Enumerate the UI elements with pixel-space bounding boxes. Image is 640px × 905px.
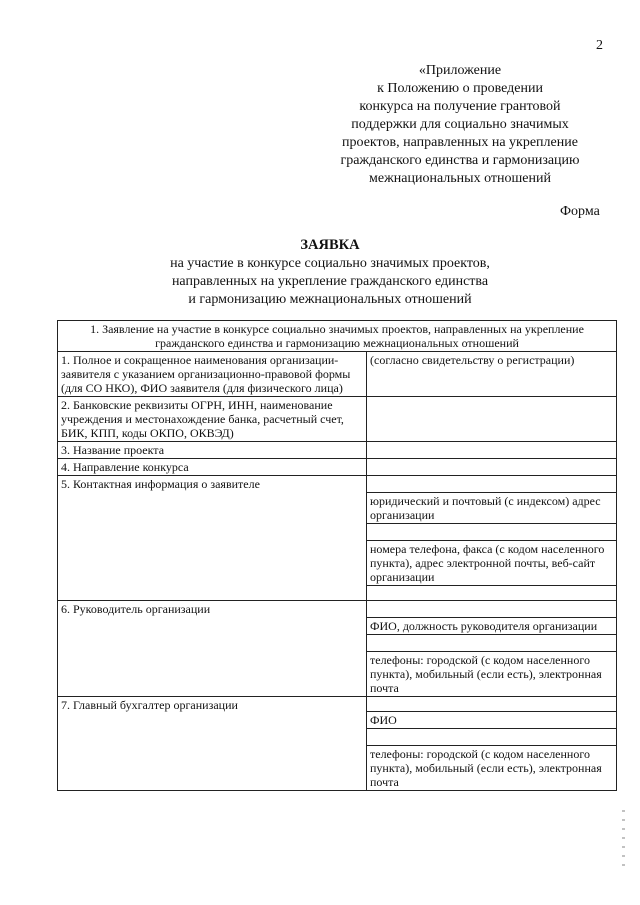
row-label: 1. Полное и сокращенное наименования организации-заявителя с указанием организационно-правовой формы (для СО НКО), ФИО заявителя (для физического лица): [58, 352, 367, 397]
row-label: 4. Направление конкурса: [58, 459, 367, 476]
subtitle-line: и гармонизацию межнациональных отношений: [188, 292, 472, 307]
appendix-line: межнациональных отношений: [369, 171, 551, 186]
row-subvalue: номера телефона, факса (с кодом населенного пункта), адрес электронной почты, веб-сайт организации: [367, 541, 617, 586]
subtitle-line: на участие в конкурсе социально значимых проектов,: [170, 256, 490, 271]
row-value-empty[interactable]: [367, 397, 617, 442]
table-row: [58, 442, 617, 459]
row-value-empty[interactable]: [367, 476, 617, 493]
row-value-empty[interactable]: [367, 635, 617, 652]
form-label: Форма: [560, 204, 600, 219]
document-title: ЗАЯВКА: [300, 237, 360, 253]
appendix-line: к Положению о проведении: [377, 81, 543, 96]
scan-edge-marks: [622, 810, 625, 870]
row-subvalue: телефоны: городской (с кодом населенного пункта), мобильный (если есть), электронная почта: [367, 746, 617, 791]
appendix-line: конкурса на получение грантовой: [359, 99, 561, 114]
row-value-empty[interactable]: [367, 459, 617, 476]
row-value-empty[interactable]: [367, 729, 617, 746]
row-value-empty[interactable]: [367, 442, 617, 459]
table-row: [58, 352, 617, 397]
row-label: 7. Главный бухгалтер организации: [58, 697, 367, 791]
table-header-row: [58, 321, 617, 352]
subtitle-line: направленных на укрепление гражданского единства: [171, 274, 489, 289]
row-subvalue: ФИО, должность руководителя организации: [367, 618, 617, 635]
row-value[interactable]: (согласно свидетельству о регистрации): [367, 352, 617, 397]
appendix-line: проектов, направленных на укрепление: [342, 135, 578, 150]
appendix-line: «Приложение: [418, 63, 502, 78]
row-subvalue: юридический и почтовый (с индексом) адрес организации: [367, 493, 617, 524]
row-label: 6. Руководитель организации: [58, 601, 367, 697]
row-subvalue: ФИО: [367, 712, 617, 729]
appendix-heading: [300, 62, 620, 188]
row-subvalue: телефоны: городской (с кодом населенного пункта), мобильный (если есть), электронная почта: [367, 652, 617, 697]
appendix-line: поддержки для социально значимых: [351, 117, 569, 132]
table-row: [58, 601, 617, 618]
row-value-empty[interactable]: [367, 586, 617, 601]
table-row: [58, 459, 617, 476]
row-value-empty[interactable]: [367, 601, 617, 618]
row-label: 5. Контактная информация о заявителе: [58, 476, 367, 601]
table-row: [58, 476, 617, 493]
document-title-block: [90, 236, 570, 309]
application-table: [57, 320, 617, 791]
row-value-empty[interactable]: [367, 524, 617, 541]
table-row: [58, 697, 617, 712]
row-label: 2. Банковские реквизиты ОГРН, ИНН, наименование учреждения и местонахождение банка, расчетный счет, БИК, КПП, коды ОКПО, ОКВЭД): [58, 397, 367, 442]
table-header: 1. Заявление на участие в конкурсе социально значимых проектов, направленных на укрепление гражданского единства и гармонизацию межнациональных отношений: [58, 321, 617, 352]
row-value-empty[interactable]: [367, 697, 617, 712]
row-label: 3. Название проекта: [58, 442, 367, 459]
table-row: [58, 397, 617, 442]
appendix-line: гражданского единства и гармонизацию: [340, 153, 580, 168]
page-number: 2: [596, 38, 603, 53]
